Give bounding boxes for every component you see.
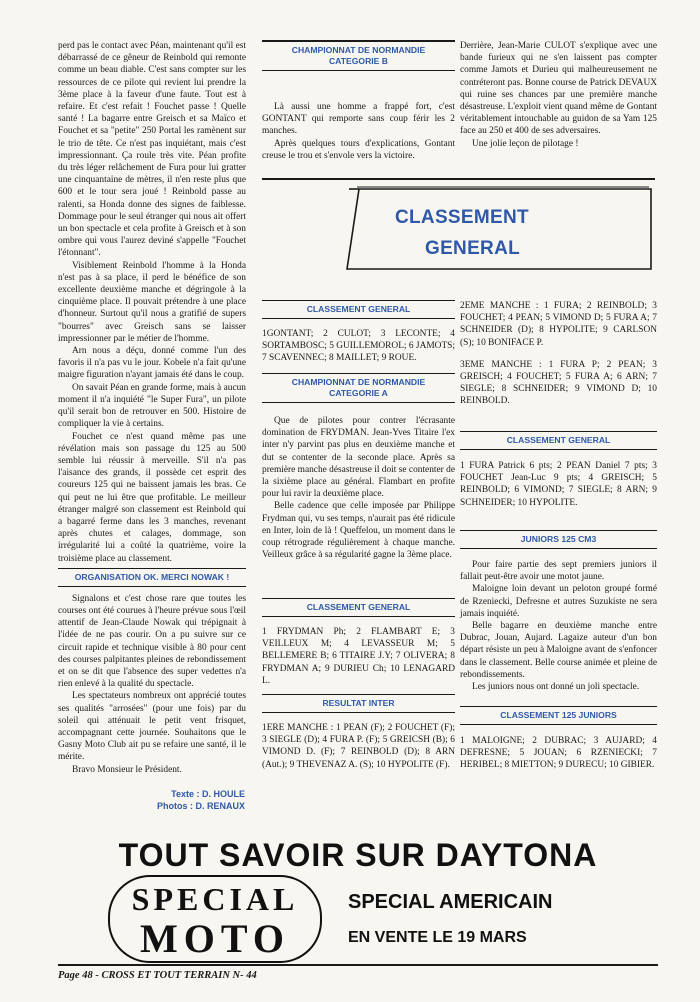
- class-juniors-section: [460, 706, 657, 772]
- paragraph: Belle cadence que celle imposée par Philippe Frydman qui, vu ses temps, n'aurait pas été ridicule en Inter, loin de là ! Queffelou, un moment dans le coup rétrograde régulièrement à chaque manche. Veilleux grâce à sa régularité gagne la 3ème place.: [262, 501, 455, 561]
- header-line: CHAMPIONNAT DE NORMANDIE: [291, 45, 426, 55]
- ad-title: TOUT SAVOIR SUR DAYTONA: [118, 837, 598, 873]
- paragraph: Bravo Monsieur le Président.: [72, 764, 182, 775]
- paragraph: perd pas le contact avec Péan, maintenant qu'il est débarrassé de ce gêneur de Reinbold qui remonte comme un beau diable. C'est sans compter sur les ressources de ce pilote qui revient lui prendre la 3ème place à la faveur d'une faute. Tout est à refaire. Et c'est refait ! Fouchet passe ! Quelle santé ! La bagarre entre Greisch et sa Maïco et Fouchet et sa "petite" 250 Portal les ramènent sur le trio de tête. Ce n'est pas inquiétant, mais c'est impressionnant. Ça roule très vite. Péan profite du très léger relâchement de Fura pour lui gratter une cinquantaine de mètres, il n'en reste plus que 600 et le tour sera joué ! Reinbold passe au ralenti, sa Honda donne des signes de faiblesse. Dommage pour le seul étranger qui nous ait offert un bon spectacle et cela profite à Greisch et à son ombre qui vous l'aurez deviné s'appelle "Fouchet l'étonnant".: [58, 41, 246, 259]
- class-juniors-header: CLASSEMENT 125 JUNIORS: [460, 706, 657, 725]
- divider: [262, 178, 655, 180]
- juniors-header: JUNIORS 125 CM3: [460, 530, 657, 549]
- champ-b-body: [262, 101, 455, 162]
- paragraph: Que de pilotes pour contrer l'écrasante domination de FRYDMAN. Jean-Yves Titaire l'ex inter n'y parvint pas plus en deuxième manche et dut se contenter de la seconde place. Après sa première manche désastreuse il doit se contenter de la sixième place au général. Flambart en profite pour lui ravir la deuxième place.: [262, 416, 455, 500]
- champ-a-body: [262, 415, 455, 561]
- paragraph: Maloigne loin devant un peloton groupé formé de Rzeniecki, Defresne et autres Suzukiste ne sera jamais inquiété.: [460, 584, 657, 619]
- paragraph: Les juniors nous ont donné un joli spectacle.: [472, 682, 640, 693]
- paragraph: On savait Péan en grande forme, mais à aucun moment il n'a inquiété "le Super Fura", un pilote qu'il serait bon de retrouver en 500. Histoire de compliquer la vie à certains.: [58, 382, 246, 430]
- logo-line-2: MOTO: [140, 916, 290, 961]
- class-inter-section: [460, 431, 657, 509]
- banner-title-line2: GENERAL: [425, 238, 520, 259]
- article-column-3-intro: [460, 40, 657, 150]
- paragraph: Les spectateurs nombreux ont apprécié toutes ses qualités "arrosées" (pour une fois) par du soleil qui atténuait le petit vent frisquet, accompagnant cette journée. Souhaitons que le Gasny Moto Club ait pu se refaire une santé, il le mérite.: [58, 691, 246, 763]
- paragraph: Visiblement Reinbold l'homme à la Honda n'est pas à sa place, il perd le bénéfice de son excellente deuxième manche et dégringole à la cinquième place. Il pouvait prétendre à une place d'honneur. Surtout qu'il nous a gratifié de supers "bourres" avec Greisch sans se laisser impressionner par le métier de l'homme.: [58, 260, 246, 344]
- org-section-header: ORGANISATION OK. MERCI NOWAK !: [58, 568, 246, 587]
- header-line: CATEGORIE B: [328, 56, 389, 66]
- results-text: 1ERE MANCHE : 1 PEAN (F); 2 FOUCHET (F); 3 SIEGLE (D); 4 FURA P. (F); 5 GREICSH (B); 6 VIMOND D. (F); 7 REINBOLD (D); 8 ARN (Aut.); 9 THEVENAZ A. (S); 10 HYPOLITE (F).: [262, 723, 455, 770]
- class-juniors-body: [460, 735, 657, 772]
- inter-body: [262, 722, 455, 771]
- banner-title-line1: CLASSEMENT: [395, 207, 529, 228]
- results-text: 1GONTANT; 2 CULOT; 3 LECONTE; 4 SORTAMBOSC; 5 GUILLEMOROL; 6 JAMOTS; 7 SCAVENNEC; 8 MAILLET; 9 ROUE.: [262, 329, 455, 364]
- paragraph: Belle bagarre en deuxième manche entre Dubrac, Jouan, Aujard. Lagaize auteur d'un bon départ résiste un peu à Maloigne avant de s'enfoncer dans le classement. Belle course animée et pleine de rebondissements.: [460, 621, 657, 680]
- results-text: 1 FRYDMAN Ph; 2 FLAMBART E; 3 VEILLEUX M; 4 LEVASSEUR M; 5 BELLEMERE B; 6 TITAIRE J.Y; 7 OLIVERA; 8 FRYDMAN A; 9 DURIEU Ch; 10 LENAGARD L.: [262, 627, 455, 686]
- logo-line-1: SPECIAL: [131, 881, 299, 917]
- class-a-header: CLASSEMENT GENERAL: [262, 598, 455, 617]
- special-moto-logo: [108, 875, 322, 963]
- article-column-1: [58, 40, 246, 776]
- daytona-advertisement: [58, 825, 658, 965]
- manche-2-results: 2EME MANCHE : 1 FURA; 2 REINBOLD; 3 FOUCHET; 4 PEAN; 5 VIMOND D; 5 FURA A; 7 SCHNEIDER (D); 8 HYPOLITE; 9 CARLSON (S); 10 BONIFACE P.: [460, 301, 657, 348]
- class-b-section: [262, 300, 455, 365]
- class-b-header: CLASSEMENT GENERAL: [262, 300, 455, 319]
- champ-b-header: [262, 40, 455, 71]
- classement-general-banner: [345, 183, 655, 273]
- class-b-body: [262, 328, 455, 365]
- credits: [157, 788, 245, 812]
- champ-a-header: [262, 373, 455, 403]
- results-text: 1 FURA Patrick 6 pts; 2 PEAN Daniel 7 pts; 3 FOUCHET Jean-Luc 9 pts; 4 GREISCH; 5 REINBOLD; 6 VIMOND; 7 SIEGLE; 8 ARN; 9 SCHNEIDER; 10 HYPOLITE.: [460, 461, 657, 508]
- paragraph: Une jolie leçon de pilotage !: [472, 138, 579, 149]
- paragraph: Pour faire partie des sept premiers juniors il fallait peut-être avoir une motot jaune.: [460, 560, 657, 583]
- class-a-section: [262, 598, 455, 687]
- paragraph: Signalons et c'est chose rare que toutes les courses ont été courues à l'heure prévue sous l'œil attentif de Jean-Claude Nowak qui trépignait à l'idée de ne pas courir. On a pu suivre sur ce circuit rapide et technique visible à 80 pour cent des courses palpitantes pleines de rebondissement et on se dit que l'absence des super vedettes n'a rien enlevé à la qualité du spectacle.: [58, 593, 246, 690]
- champ-b-section: [262, 40, 455, 162]
- juniors-body: [460, 559, 657, 693]
- photo-credit: Photos : D. RENAUX: [156, 801, 245, 811]
- manche-3-results: 3EME MANCHE : 1 FURA P; 2 PEAN; 3 GREISCH; 4 FOUCHET; 5 FURA A; 6 ARN; 7 SIEGLE; 8 SCHNEIDER; 9 VIMOND D; 10 REINBOLD.: [460, 359, 657, 407]
- ad-release-date: EN VENTE LE 19 MARS: [348, 929, 527, 946]
- paragraph: Derrière, Jean-Marie CULOT s'explique avec une bande furieux qui ne s'en laissent pas compter comme Jamots et Durieu qui malheureusement ne contréteront pas. Bonne course de Patrick DEVAUX qui ruine ses chances par une première manche désastreuse. L'exploit vient quand même de Gontant véritablement intouchable au guidon de sa Yam 125 face au 250 et 400 de ses adversaires.: [460, 41, 657, 137]
- inter-section: [262, 694, 455, 771]
- inter-header: RESULTAT INTER: [262, 694, 455, 713]
- class-a-body: [262, 626, 455, 687]
- header-line: CATEGORIE A: [329, 388, 388, 398]
- champ-a-section: [262, 373, 455, 561]
- class-inter-header: CLASSEMENT GENERAL: [460, 431, 657, 450]
- paragraph: Après quelques tours d'explications, Gontant creuse le trou et s'envole vers la victoire.: [262, 138, 455, 161]
- ad-subtitle: SPECIAL AMERICAIN: [348, 891, 553, 913]
- juniors-section: [460, 530, 657, 693]
- page-footer: Page 48 - CROSS ET TOUT TERRAIN N- 44: [58, 970, 257, 981]
- paragraph: Là aussi une homme a frappé fort, c'est GONTANT qui remporte sans coup férir les 2 manches.: [262, 102, 455, 137]
- text-credit: Texte : D. HOULE: [171, 789, 245, 799]
- class-inter-body: [460, 460, 657, 509]
- manches-results: [460, 300, 657, 408]
- paragraph: Fouchet ce n'est quand même pas une révélation mais son passage du 125 au 500 semble lui réussir à merveille. S'il n'a pas l'aisance des grands, il possède cet esprit des coureurs 125 qui ne baissent jamais les bras. Ce qui peut ne lui être que profitable. Le meilleur étranger malgré son classement est Reinbold qui a bagarré ferme dans les 3 manches, revenant après chutes et calages, dommage, son irrégularité lui a coûté la quatrième, voire la troisième place au classement.: [58, 431, 246, 564]
- header-line: CHAMPIONNAT DE NORMANDIE: [291, 377, 426, 387]
- footer-divider: [58, 964, 658, 966]
- paragraph: Arn nous a déçu, donné comme l'un des favoris il n'a pas vu le jour. Kobele n'a fait qu'une maigre figuration n'ayant jamais été dans le coup.: [58, 346, 246, 381]
- results-text: 1 MALOIGNE; 2 DUBRAC; 3 AUJARD; 4 DEFRESNE; 5 JOUAN; 6 RZENIECKI; 7 HERIBEL; 8 MIETTON; 9 DURECU; 10 GIBIER.: [460, 736, 657, 771]
